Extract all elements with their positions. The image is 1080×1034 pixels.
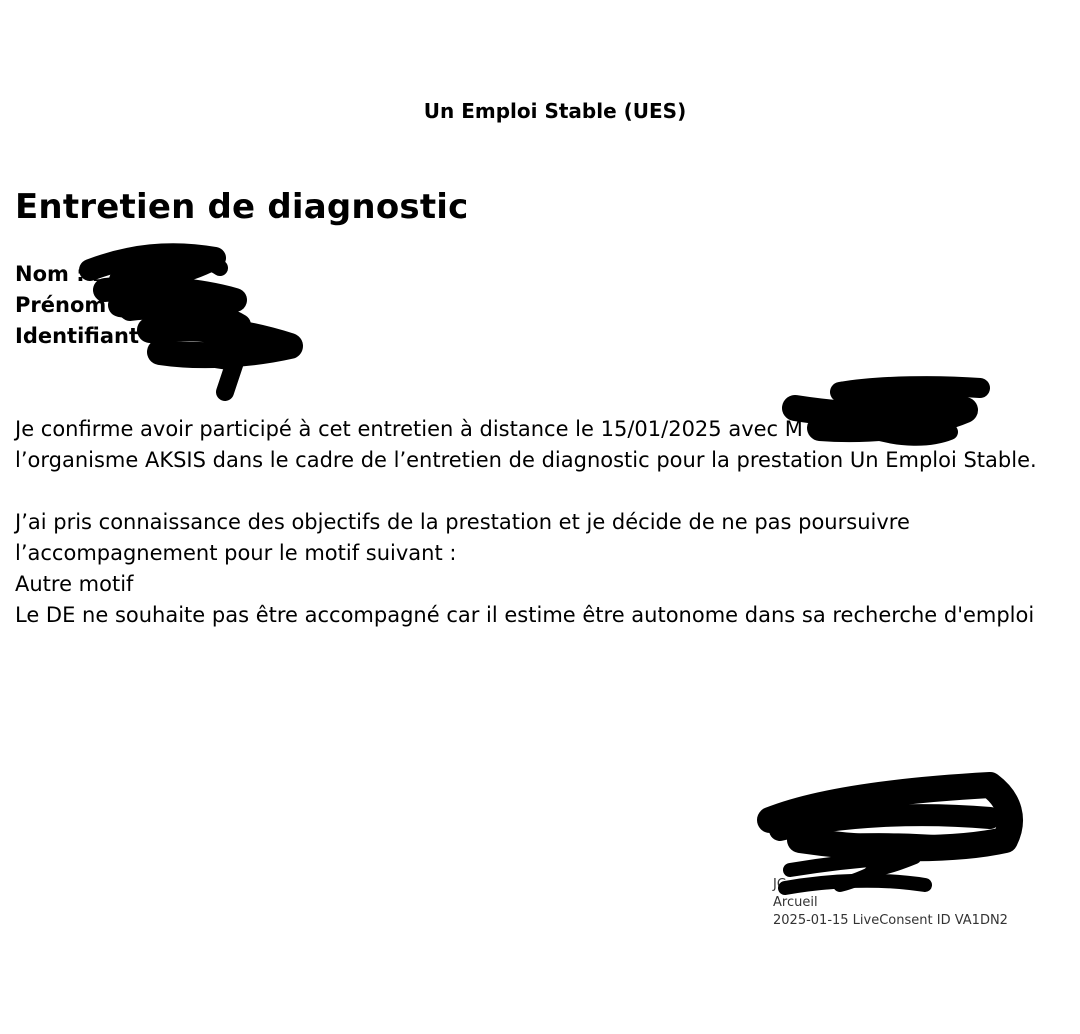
signer-name: JC — [773, 877, 786, 892]
decision-line-2: l’accompagnement pour le motif suivant : — [15, 541, 457, 565]
identifier-row — [15, 321, 263, 352]
identifier-value: 4E — [236, 324, 263, 348]
decision-paragraph — [15, 507, 1034, 631]
reason-type: Autre motif — [15, 572, 134, 596]
confirmation-line-1: Je confirme avoir participé à cet entretien à distance le 15/01/2025 avec M IR de — [15, 417, 864, 441]
signature-block — [773, 815, 1008, 930]
confirmation-line-2: l’organisme AKSIS dans le cadre de l’entretien de diagnostic pour la prestation Un Emploi Stable. — [15, 448, 1037, 472]
confirmation-paragraph — [15, 414, 1037, 476]
handwritten-signature — [773, 815, 1008, 870]
decision-line-1: J’ai pris connaissance des objectifs de la prestation et je décide de ne pas poursuivre — [15, 510, 910, 534]
last-name-value: ES — [91, 262, 119, 286]
identity-block — [15, 259, 263, 352]
last-name-row — [15, 259, 263, 290]
reason-detail: Le DE ne souhaite pas être accompagné car il estime être autonome dans sa recherche d'emploi — [15, 603, 1035, 627]
identifier-label: Identifiant — [15, 324, 140, 348]
organization-title: Un Emploi Stable (UES) — [423, 99, 687, 123]
document-title: Entretien de diagnostic — [15, 187, 469, 227]
first-name-row — [15, 290, 263, 321]
last-name-label: Nom : — [15, 262, 85, 286]
signature-stamp: 2025-01-15 LiveConsent ID VA1DN2 — [773, 913, 1008, 928]
first-name-label: Prénom : — [15, 293, 122, 317]
signature-location: Arcueil — [773, 895, 818, 910]
